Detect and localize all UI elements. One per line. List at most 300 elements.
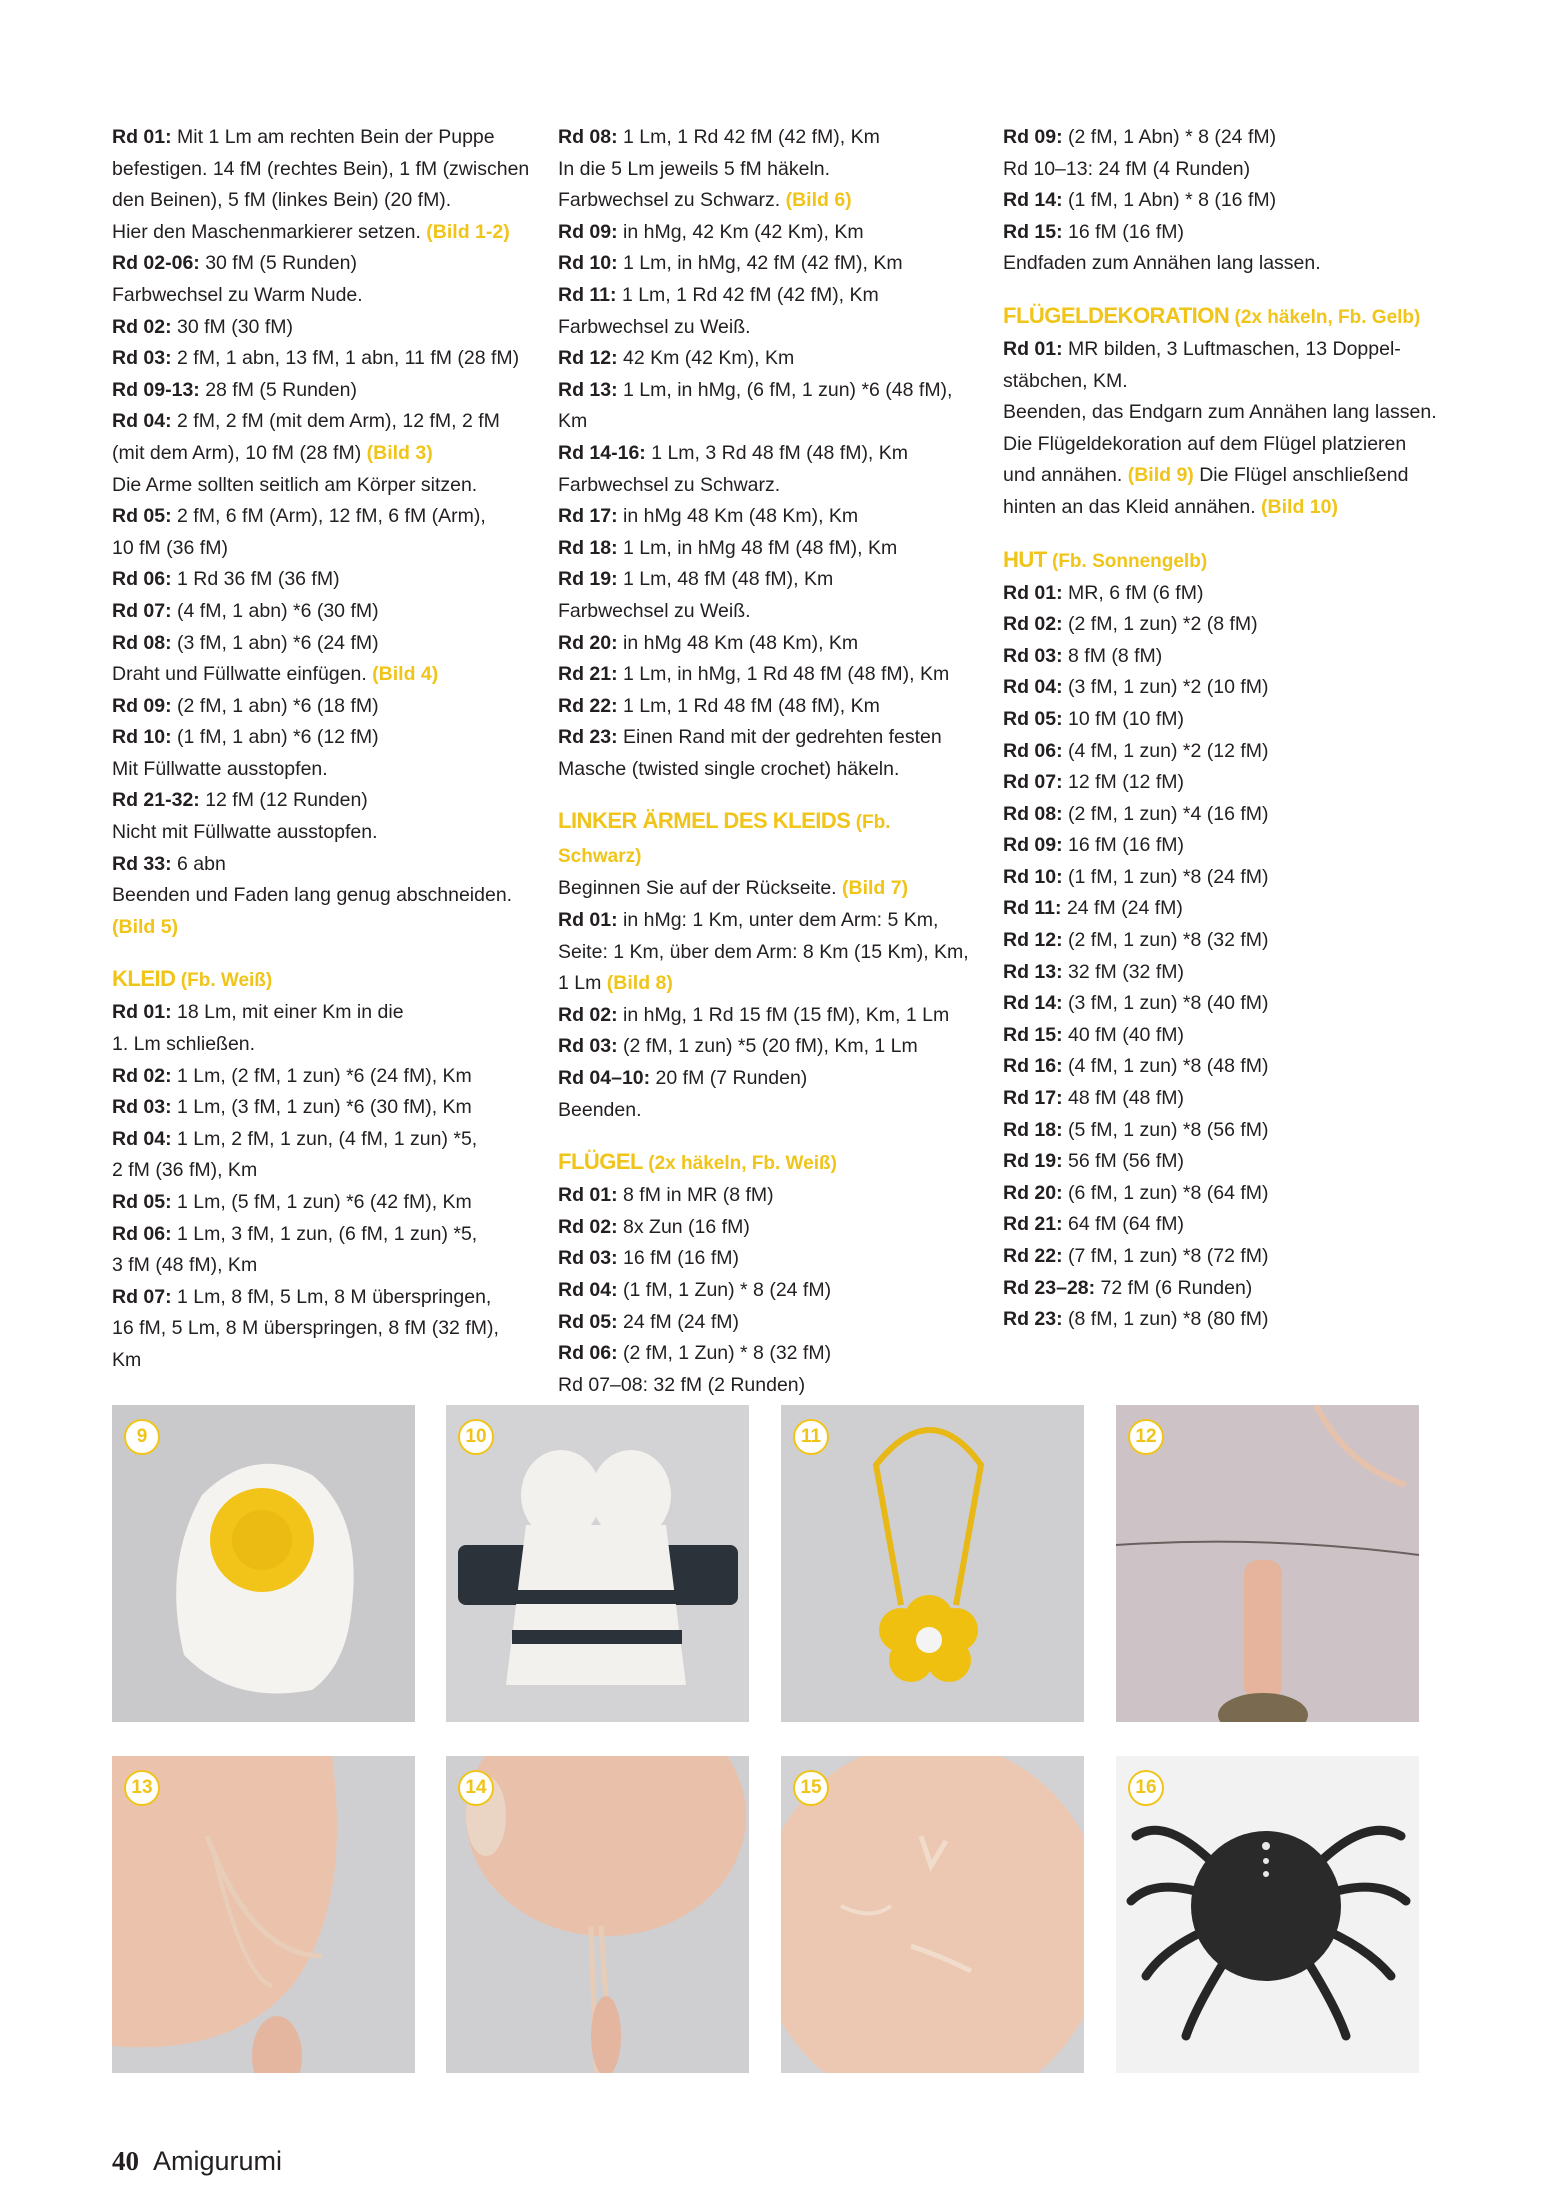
instruction-text: (7 fM, 1 zun) *8 (72 fM) bbox=[1062, 1245, 1269, 1267]
round-label: Rd 05: bbox=[558, 1310, 618, 1333]
instruction-line bbox=[558, 122, 978, 154]
instruction-line bbox=[558, 1307, 978, 1339]
instruction-text: 16 fM (16 fM) bbox=[1062, 220, 1184, 243]
instructions-column-1 bbox=[112, 122, 532, 1377]
instruction-text: (2 fM, 1 zun) *2 (8 fM) bbox=[1062, 613, 1258, 636]
instruction-line bbox=[112, 997, 532, 1029]
instruction-line bbox=[558, 375, 978, 438]
instruction-text: 1 Lm, (3 fM, 1 zun) *6 (30 fM), Km bbox=[171, 1096, 472, 1119]
instruction-text: 1 Lm, 8 fM, 5 Lm, 8 M überspringen, bbox=[171, 1285, 492, 1308]
instruction-text: in hMg 48 Km (48 Km), Km bbox=[617, 631, 859, 654]
instruction-line bbox=[112, 880, 532, 912]
instruction-line bbox=[1003, 1083, 1443, 1115]
round-label: Rd 05: bbox=[1003, 707, 1063, 730]
round-label: Rd 11: bbox=[558, 283, 617, 306]
instruction-text: 1 Lm, in hMg, 1 Rd 48 fM (48 fM), Km bbox=[617, 663, 950, 686]
instruction-line bbox=[112, 438, 532, 470]
instruction-text: Einen Rand mit der gedrehten festen bbox=[617, 726, 942, 749]
round-label: Rd 18: bbox=[1003, 1118, 1063, 1141]
instruction-text: 40 fM (40 fM) bbox=[1062, 1023, 1184, 1046]
instruction-line bbox=[112, 1313, 532, 1376]
section-yarn-note: (2x häkeln, Fb. Weiß) bbox=[643, 1153, 837, 1175]
instructions-column-2 bbox=[558, 122, 978, 1401]
instruction-line bbox=[558, 154, 978, 186]
round-label: Rd 13: bbox=[558, 378, 618, 401]
section-title: LINKER ÄRMEL DES KLEIDS bbox=[558, 808, 851, 834]
instruction-line bbox=[112, 785, 532, 817]
instruction-line bbox=[558, 905, 978, 937]
instruction-line bbox=[1003, 704, 1443, 736]
instruction-text: 20 fM (7 Runden) bbox=[650, 1067, 808, 1090]
instruction-line bbox=[1003, 1146, 1443, 1178]
instruction-text: In die 5 Lm jeweils 5 fM häkeln. bbox=[558, 157, 831, 180]
section-yarn-note: (Fb. Sonnengelb) bbox=[1046, 550, 1208, 572]
instruction-line bbox=[112, 1219, 532, 1251]
photo-number: 16 bbox=[1128, 1770, 1164, 1806]
round-label: Rd 21-32: bbox=[112, 789, 200, 812]
round-label: Rd 23: bbox=[558, 726, 618, 749]
instruction-line bbox=[112, 375, 532, 407]
round-label: Rd 04: bbox=[1003, 676, 1063, 699]
instruction-line bbox=[1003, 736, 1443, 768]
image-reference: (Bild 9) bbox=[1127, 464, 1194, 487]
instruction-line bbox=[112, 817, 532, 849]
instruction-line bbox=[112, 1124, 532, 1156]
instruction-line bbox=[112, 691, 532, 723]
section-yarn-note: (2x häkeln, Fb. Gelb) bbox=[1229, 306, 1421, 328]
instruction-line bbox=[1003, 492, 1443, 524]
instruction-text: Mit 1 Lm am rechten Bein der Puppe bbox=[171, 126, 495, 148]
instruction-text: 3 fM (48 fM), Km bbox=[112, 1254, 258, 1277]
instruction-line bbox=[1003, 429, 1443, 461]
instruction-line bbox=[558, 754, 978, 786]
instruction-line bbox=[1003, 1020, 1443, 1052]
instruction-line bbox=[112, 501, 532, 533]
instruction-text: Beenden, das Endgarn zum Annähen lang lassen. bbox=[1003, 401, 1437, 424]
instruction-line bbox=[558, 1243, 978, 1275]
instruction-line bbox=[1003, 957, 1443, 989]
round-label: Rd 04: bbox=[112, 1127, 172, 1150]
instruction-line bbox=[1003, 1241, 1443, 1273]
round-label: Rd 08: bbox=[1003, 802, 1063, 825]
instruction-text: Rd 10–13: 24 fM (4 Runden) bbox=[1003, 157, 1251, 180]
photo-13 bbox=[112, 1756, 415, 2073]
instruction-line bbox=[112, 1092, 532, 1124]
instruction-line bbox=[112, 248, 532, 280]
instruction-text: 42 Km (42 Km), Km bbox=[617, 347, 795, 370]
instruction-text: (6 fM, 1 zun) *8 (64 fM) bbox=[1062, 1181, 1269, 1204]
image-reference: (Bild 10) bbox=[1261, 495, 1338, 518]
instruction-text: 1 Lm, in hMg, (6 fM, 1 zun) *6 (48 fM), Km bbox=[558, 378, 953, 433]
instruction-line bbox=[1003, 334, 1443, 366]
instruction-text: MR, 6 fM (6 fM) bbox=[1062, 581, 1204, 604]
instruction-line bbox=[558, 659, 978, 691]
instruction-text: (3 fM, 1 zun) *8 (40 fM) bbox=[1062, 992, 1269, 1015]
instruction-line bbox=[558, 185, 978, 217]
instruction-text: Die Flügeldekoration auf dem Flügel platzieren bbox=[1003, 432, 1407, 455]
instruction-line bbox=[558, 248, 978, 280]
instruction-line bbox=[1003, 799, 1443, 831]
instruction-line bbox=[558, 501, 978, 533]
round-label: Rd 09: bbox=[112, 694, 172, 717]
round-label: Rd 03: bbox=[112, 347, 172, 370]
round-label: Rd 01: bbox=[1003, 581, 1063, 604]
round-label: Rd 19: bbox=[558, 568, 618, 591]
instruction-text: 1 Lm bbox=[558, 972, 607, 995]
round-label: Rd 04–10: bbox=[558, 1067, 651, 1090]
instruction-line bbox=[558, 438, 978, 470]
instruction-line bbox=[558, 564, 978, 596]
instruction-line bbox=[1003, 862, 1443, 894]
round-label: Rd 06: bbox=[558, 1342, 618, 1365]
instruction-line bbox=[558, 691, 978, 723]
instruction-line bbox=[112, 722, 532, 754]
instruction-line bbox=[558, 1338, 978, 1370]
magazine-title: Amigurumi bbox=[153, 2146, 283, 2176]
instruction-text: (2 fM, 1 Zun) * 8 (32 fM) bbox=[617, 1342, 832, 1365]
photo-number: 15 bbox=[793, 1770, 829, 1806]
instruction-text: (1 fM, 1 zun) *8 (24 fM) bbox=[1062, 865, 1269, 888]
instruction-line bbox=[1003, 1304, 1443, 1336]
instruction-text: in hMg: 1 Km, unter dem Arm: 5 Km, bbox=[617, 909, 939, 932]
section-heading bbox=[112, 963, 532, 997]
instruction-text: Masche (twisted single crochet) häkeln. bbox=[558, 757, 900, 780]
round-label: Rd 01: bbox=[112, 1001, 172, 1024]
round-label: Rd 14-16: bbox=[558, 441, 646, 464]
round-label: Rd 15: bbox=[1003, 1023, 1063, 1046]
instruction-text: 48 fM (48 fM) bbox=[1062, 1087, 1184, 1110]
instruction-line bbox=[112, 1187, 532, 1219]
instruction-line bbox=[112, 280, 532, 312]
round-label: Rd 02: bbox=[558, 1003, 618, 1026]
instruction-text: Endfaden zum Annähen lang lassen. bbox=[1003, 252, 1321, 275]
round-label: Rd 09: bbox=[1003, 126, 1063, 148]
instruction-line bbox=[1003, 185, 1443, 217]
instruction-line bbox=[1003, 609, 1443, 641]
instruction-text: 16 fM (16 fM) bbox=[617, 1247, 739, 1270]
instruction-text: 8 fM (8 fM) bbox=[1062, 644, 1163, 667]
instruction-text: den Beinen), 5 fM (linkes Bein) (20 fM). bbox=[112, 189, 452, 212]
photo-number: 14 bbox=[458, 1770, 494, 1806]
photo-11 bbox=[781, 1405, 1084, 1722]
round-label: Rd 05: bbox=[112, 505, 172, 528]
instruction-line bbox=[558, 1212, 978, 1244]
instruction-line bbox=[1003, 122, 1443, 154]
instruction-line bbox=[1003, 830, 1443, 862]
instruction-line bbox=[112, 659, 532, 691]
round-label: Rd 01: bbox=[558, 909, 618, 932]
photo-12 bbox=[1116, 1405, 1419, 1722]
round-label: Rd 09: bbox=[1003, 834, 1063, 857]
photo-15 bbox=[781, 1756, 1084, 2073]
instruction-line bbox=[558, 628, 978, 660]
instruction-line bbox=[112, 628, 532, 660]
instruction-line bbox=[112, 312, 532, 344]
instruction-text: Mit Füllwatte ausstopfen. bbox=[112, 757, 328, 780]
instruction-line bbox=[558, 722, 978, 754]
instruction-text: 28 fM (5 Runden) bbox=[199, 378, 357, 401]
instruction-text: Beginnen Sie auf der Rückseite. bbox=[558, 877, 843, 900]
photo-9 bbox=[112, 1405, 415, 1722]
round-label: Rd 01: bbox=[558, 1184, 618, 1207]
photo-16 bbox=[1116, 1756, 1419, 2073]
page-number: 40 bbox=[112, 2146, 139, 2176]
round-label: Rd 19: bbox=[1003, 1150, 1063, 1173]
instruction-line bbox=[558, 470, 978, 502]
instruction-text: und annähen. bbox=[1003, 464, 1128, 487]
instruction-text: hinten an das Kleid annähen. bbox=[1003, 495, 1262, 518]
instruction-text: Farbwechsel zu Weiß. bbox=[558, 599, 751, 622]
instruction-line bbox=[1003, 1051, 1443, 1083]
round-label: Rd 22: bbox=[558, 694, 618, 717]
instruction-text: 2 fM, 1 abn, 13 fM, 1 abn, 11 fM (28 fM) bbox=[171, 347, 520, 370]
instruction-text: 2 fM, 2 fM (mit dem Arm), 12 fM, 2 fM bbox=[171, 410, 500, 433]
photo-number: 9 bbox=[124, 1419, 160, 1455]
instruction-text: Die Arme sollten seitlich am Körper sitzen. bbox=[112, 473, 478, 496]
round-label: Rd 03: bbox=[558, 1035, 618, 1058]
instruction-text: 8x Zun (16 fM) bbox=[617, 1215, 750, 1238]
instruction-line bbox=[558, 1000, 978, 1032]
instruction-text: Rd 07–08: 32 fM (2 Runden) bbox=[558, 1373, 806, 1396]
instruction-text: 1 Lm, (2 fM, 1 zun) *6 (24 fM), Km bbox=[171, 1064, 472, 1087]
instruction-text: (1 fM, 1 Abn) * 8 (16 fM) bbox=[1062, 189, 1277, 212]
instruction-text: (2 fM, 1 Abn) * 8 (24 fM) bbox=[1062, 126, 1277, 148]
image-reference: (Bild 5) bbox=[112, 915, 179, 938]
instruction-line bbox=[1003, 1209, 1443, 1241]
round-label: Rd 02-06: bbox=[112, 252, 200, 275]
instruction-line bbox=[112, 185, 532, 217]
round-label: Rd 22: bbox=[1003, 1245, 1063, 1267]
instruction-text: (5 fM, 1 zun) *8 (56 fM) bbox=[1062, 1118, 1269, 1141]
instruction-line bbox=[112, 1061, 532, 1093]
instruction-text: Seite: 1 Km, über dem Arm: 8 Km (15 Km), Km, bbox=[558, 940, 969, 963]
instruction-line bbox=[112, 1155, 532, 1187]
instruction-line bbox=[558, 343, 978, 375]
instruction-line bbox=[112, 1029, 532, 1061]
instruction-text: 1 Lm, in hMg, 42 fM (42 fM), Km bbox=[617, 252, 903, 275]
instruction-line bbox=[1003, 217, 1443, 249]
instruction-line bbox=[558, 217, 978, 249]
round-label: Rd 09-13: bbox=[112, 378, 200, 401]
instruction-text: Farbwechsel zu Warm Nude. bbox=[112, 283, 363, 306]
image-reference: (Bild 1-2) bbox=[426, 220, 510, 243]
instruction-text: 18 Lm, mit einer Km in die bbox=[171, 1001, 404, 1024]
round-label: Rd 02: bbox=[112, 315, 172, 338]
instruction-line bbox=[112, 343, 532, 375]
instructions-column-3 bbox=[1003, 122, 1443, 1336]
instruction-line bbox=[1003, 767, 1443, 799]
instruction-line bbox=[112, 912, 532, 944]
instruction-line bbox=[1003, 925, 1443, 957]
instruction-line bbox=[112, 122, 532, 154]
round-label: Rd 03: bbox=[1003, 644, 1063, 667]
round-label: Rd 06: bbox=[1003, 739, 1063, 762]
photo-10 bbox=[446, 1405, 749, 1722]
round-label: Rd 20: bbox=[1003, 1181, 1063, 1204]
instruction-line bbox=[112, 754, 532, 786]
instruction-line bbox=[558, 1275, 978, 1307]
instruction-text: (3 fM, 1 zun) *2 (10 fM) bbox=[1062, 676, 1269, 699]
instruction-text: MR bilden, 3 Luftmaschen, 13 Doppel- bbox=[1062, 337, 1401, 360]
section-yarn-note: (Fb. Weiß) bbox=[175, 970, 273, 992]
instruction-line bbox=[1003, 1115, 1443, 1147]
instruction-line bbox=[1003, 1273, 1443, 1305]
instruction-line bbox=[558, 280, 978, 312]
instruction-line bbox=[112, 217, 532, 249]
instruction-line bbox=[1003, 460, 1443, 492]
round-label: Rd 12: bbox=[558, 347, 618, 370]
instruction-text: (4 fM, 1 abn) *6 (30 fM) bbox=[171, 599, 379, 622]
instruction-text: 30 fM (5 Runden) bbox=[199, 252, 357, 275]
section-heading bbox=[1003, 544, 1443, 578]
round-label: Rd 09: bbox=[558, 220, 618, 243]
image-reference: (Bild 4) bbox=[372, 663, 439, 686]
instruction-line bbox=[558, 596, 978, 628]
instruction-text: 1 Lm, 3 Rd 48 fM (48 fM), Km bbox=[645, 441, 909, 464]
image-reference: (Bild 8) bbox=[606, 972, 673, 995]
instruction-line bbox=[1003, 1178, 1443, 1210]
instruction-text: (2 fM, 1 zun) *5 (20 fM), Km, 1 Lm bbox=[617, 1035, 918, 1058]
instruction-text: (8 fM, 1 zun) *8 (80 fM) bbox=[1062, 1308, 1269, 1331]
instruction-text: Farbwechsel zu Weiß. bbox=[558, 315, 751, 338]
round-label: Rd 01: bbox=[112, 126, 172, 148]
instruction-text: 30 fM (30 fM) bbox=[171, 315, 293, 338]
instruction-line bbox=[1003, 893, 1443, 925]
instruction-text: Draht und Füllwatte einfügen. bbox=[112, 663, 373, 686]
instruction-text: in hMg, 42 Km (42 Km), Km bbox=[617, 220, 864, 243]
round-label: Rd 03: bbox=[112, 1096, 172, 1119]
round-label: Rd 08: bbox=[112, 631, 172, 654]
round-label: Rd 10: bbox=[1003, 865, 1063, 888]
instruction-text: Beenden. bbox=[558, 1098, 642, 1121]
image-reference: (Bild 7) bbox=[842, 877, 909, 900]
section-title: HUT bbox=[1003, 546, 1047, 572]
round-label: Rd 20: bbox=[558, 631, 618, 654]
round-label: Rd 04: bbox=[112, 410, 172, 433]
instruction-text: Farbwechsel zu Schwarz. bbox=[558, 473, 781, 496]
instruction-text: 72 fM (6 Runden) bbox=[1095, 1276, 1253, 1299]
instruction-text: 1 Lm, 3 fM, 1 zun, (6 fM, 1 zun) *5, bbox=[171, 1222, 478, 1245]
instruction-line bbox=[1003, 366, 1443, 398]
instruction-text: Nicht mit Füllwatte ausstopfen. bbox=[112, 821, 378, 844]
instruction-line bbox=[112, 1250, 532, 1282]
round-label: Rd 07: bbox=[1003, 771, 1063, 794]
instruction-line bbox=[558, 533, 978, 565]
round-label: Rd 01: bbox=[1003, 337, 1063, 360]
instruction-text: 1 Lm, 2 fM, 1 zun, (4 fM, 1 zun) *5, bbox=[171, 1127, 478, 1150]
instruction-line bbox=[1003, 988, 1443, 1020]
round-label: Rd 13: bbox=[1003, 960, 1063, 983]
round-label: Rd 05: bbox=[112, 1191, 172, 1213]
section-heading bbox=[558, 805, 978, 873]
instruction-line bbox=[558, 1031, 978, 1063]
round-label: Rd 08: bbox=[558, 126, 618, 148]
photo-14 bbox=[446, 1756, 749, 2073]
round-label: Rd 23–28: bbox=[1003, 1276, 1096, 1299]
instruction-text: 1 Lm, in hMg 48 fM (48 fM), Km bbox=[617, 536, 898, 559]
instruction-line bbox=[1003, 641, 1443, 673]
instruction-line bbox=[558, 968, 978, 1000]
section-title: FLÜGELDEKORATION bbox=[1003, 302, 1230, 328]
instruction-line bbox=[1003, 154, 1443, 186]
instruction-text: 24 fM (24 fM) bbox=[1061, 897, 1183, 920]
round-label: Rd 07: bbox=[112, 599, 172, 622]
instruction-line bbox=[558, 1370, 978, 1402]
round-label: Rd 07: bbox=[112, 1285, 172, 1308]
instruction-text: 1 Lm, 1 Rd 48 fM (48 fM), Km bbox=[617, 694, 880, 717]
instruction-line bbox=[558, 1095, 978, 1127]
instruction-line bbox=[1003, 578, 1443, 610]
instruction-line bbox=[112, 564, 532, 596]
instruction-text: 16 fM (16 fM) bbox=[1062, 834, 1184, 857]
instruction-line bbox=[1003, 248, 1443, 280]
image-reference: (Bild 6) bbox=[785, 189, 852, 212]
instruction-text: 16 fM, 5 Lm, 8 M überspringen, 8 fM (32 fM), Km bbox=[112, 1317, 499, 1371]
instruction-text: 6 abn bbox=[171, 852, 226, 875]
round-label: Rd 21: bbox=[1003, 1213, 1063, 1236]
section-title: KLEID bbox=[112, 966, 176, 992]
instruction-text: 32 fM (32 fM) bbox=[1062, 960, 1184, 983]
instruction-line bbox=[558, 312, 978, 344]
instruction-text: 10 fM (10 fM) bbox=[1062, 707, 1184, 730]
round-label: Rd 02: bbox=[112, 1064, 172, 1087]
instruction-text: 64 fM (64 fM) bbox=[1062, 1213, 1184, 1236]
instruction-line bbox=[558, 937, 978, 969]
photo-number: 11 bbox=[793, 1419, 829, 1455]
round-label: Rd 04: bbox=[558, 1279, 618, 1301]
instruction-text: 1 Lm, 1 Rd 42 fM (42 fM), Km bbox=[617, 126, 880, 148]
round-label: Rd 10: bbox=[112, 726, 172, 749]
instruction-text: 2 fM (36 fM), Km bbox=[112, 1159, 258, 1182]
instruction-text: 1 Rd 36 fM (36 fM) bbox=[171, 568, 340, 591]
instruction-line bbox=[1003, 397, 1443, 429]
instruction-text: stäbchen, KM. bbox=[1003, 369, 1128, 392]
round-label: Rd 18: bbox=[558, 536, 618, 559]
round-label: Rd 14: bbox=[1003, 189, 1063, 212]
instruction-text: 1 Lm, 1 Rd 42 fM (42 fM), Km bbox=[616, 283, 879, 306]
instruction-text: (2 fM, 1 abn) *6 (18 fM) bbox=[171, 694, 379, 717]
instruction-text: 24 fM (24 fM) bbox=[617, 1310, 739, 1333]
instruction-text: 12 fM (12 fM) bbox=[1062, 771, 1184, 794]
instruction-line bbox=[558, 873, 978, 905]
instruction-text: 1 Lm, 48 fM (48 fM), Km bbox=[617, 568, 834, 591]
round-label: Rd 06: bbox=[112, 568, 172, 591]
round-label: Rd 23: bbox=[1003, 1308, 1063, 1331]
instruction-text: 1 Lm, (5 fM, 1 zun) *6 (42 fM), Km bbox=[171, 1191, 472, 1213]
round-label: Rd 17: bbox=[558, 505, 618, 528]
instruction-text: befestigen. 14 fM (rechtes Bein), 1 fM (zwischen bbox=[112, 157, 530, 180]
instruction-line bbox=[558, 1180, 978, 1212]
photo-number: 13 bbox=[124, 1770, 160, 1806]
round-label: Rd 15: bbox=[1003, 220, 1063, 243]
round-label: Rd 06: bbox=[112, 1222, 172, 1245]
instruction-line bbox=[112, 1282, 532, 1314]
instruction-text: (4 fM, 1 zun) *8 (48 fM) bbox=[1062, 1055, 1269, 1078]
round-label: Rd 33: bbox=[112, 852, 172, 875]
instruction-text: Farbwechsel zu Schwarz. bbox=[558, 189, 786, 212]
instruction-text: (1 fM, 1 Zun) * 8 (24 fM) bbox=[617, 1279, 832, 1301]
round-label: Rd 17: bbox=[1003, 1087, 1063, 1110]
instruction-line bbox=[112, 533, 532, 565]
instruction-text: (2 fM, 1 zun) *8 (32 fM) bbox=[1062, 929, 1269, 952]
round-label: Rd 03: bbox=[558, 1247, 618, 1270]
instruction-text: 2 fM, 6 fM (Arm), 12 fM, 6 fM (Arm), bbox=[171, 505, 486, 528]
section-heading bbox=[1003, 300, 1443, 334]
instruction-line bbox=[112, 596, 532, 628]
instruction-line bbox=[112, 154, 532, 186]
round-label: Rd 11: bbox=[1003, 897, 1062, 920]
instruction-text: in hMg 48 Km (48 Km), Km bbox=[617, 505, 859, 528]
